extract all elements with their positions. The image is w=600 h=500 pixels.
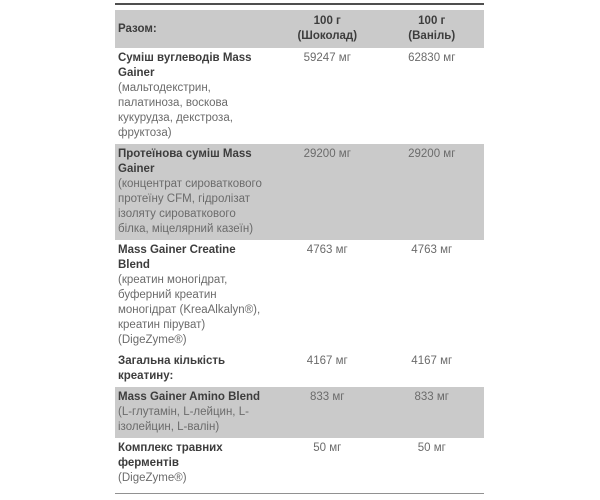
ingredient-cell [115, 51, 275, 141]
vanilla-value: 4763 мг [411, 244, 453, 256]
table-header-row [115, 10, 484, 48]
ingredient-cell [115, 354, 275, 384]
table-row [115, 144, 484, 240]
table-row [115, 387, 484, 438]
table-row [115, 438, 484, 489]
vanilla-value: 4167 мг [411, 355, 453, 367]
ingredient-details: (DigeZyme®) [118, 472, 187, 484]
ingredient-cell [115, 147, 275, 237]
vanilla-value: 833 мг [414, 391, 449, 403]
table-row [115, 48, 484, 144]
ingredient-name: Загальна кількість креатину: [118, 355, 226, 382]
ingredient-cell [115, 243, 275, 348]
ingredient-details: (мальтодекстрин, палатиноза, воскова кукурудза, декстроза, фруктоза) [118, 82, 233, 139]
ingredient-cell [115, 441, 275, 486]
table-row [115, 351, 484, 387]
chocolate-value: 4763 мг [306, 244, 348, 256]
ingredient-name: Mass Gainer Creatine Blend [118, 244, 236, 271]
total-label: Разом: [118, 22, 157, 35]
column-header-chocolate: 100 г (Шоколад) [297, 15, 358, 42]
chocolate-value: 4167 мг [306, 355, 348, 367]
ingredient-details: (L-глутамін, L-лейцин, L- ізолейцин, L-валін) [118, 406, 249, 433]
vanilla-value: 50 мг [417, 442, 446, 454]
chocolate-value: 50 мг [313, 442, 342, 454]
vanilla-value: 62830 мг [408, 52, 456, 64]
ingredient-name: Mass Gainer Amino Blend [118, 391, 261, 403]
chocolate-value: 59247 мг [303, 52, 351, 64]
ingredient-name: Комплекс травних ферментів [118, 442, 223, 469]
table-row [115, 240, 484, 351]
ingredient-details: (креатин моногідрат, буферний креатин моногідрат (KreaAlkalyn®), креатин піруват) (DigeZyme®) [118, 274, 261, 346]
ingredient-details: (концентрат сироваткового протеїну CFM, гідролізат ізоляту сироваткового білка, міцелярний казеїн) [118, 178, 262, 235]
ingredient-name: Протеїнова суміш Mass Gainer [118, 148, 252, 175]
chocolate-value: 29200 мг [303, 148, 351, 160]
ingredient-cell [115, 390, 275, 435]
chocolate-value: 833 мг [310, 391, 345, 403]
ingredient-name: Суміш вуглеводів Mass Gainer [118, 52, 252, 79]
column-header-vanilla: 100 г (Ваніль) [408, 15, 456, 42]
vanilla-value: 29200 мг [408, 148, 456, 160]
nutrition-facts-table [115, 3, 484, 494]
